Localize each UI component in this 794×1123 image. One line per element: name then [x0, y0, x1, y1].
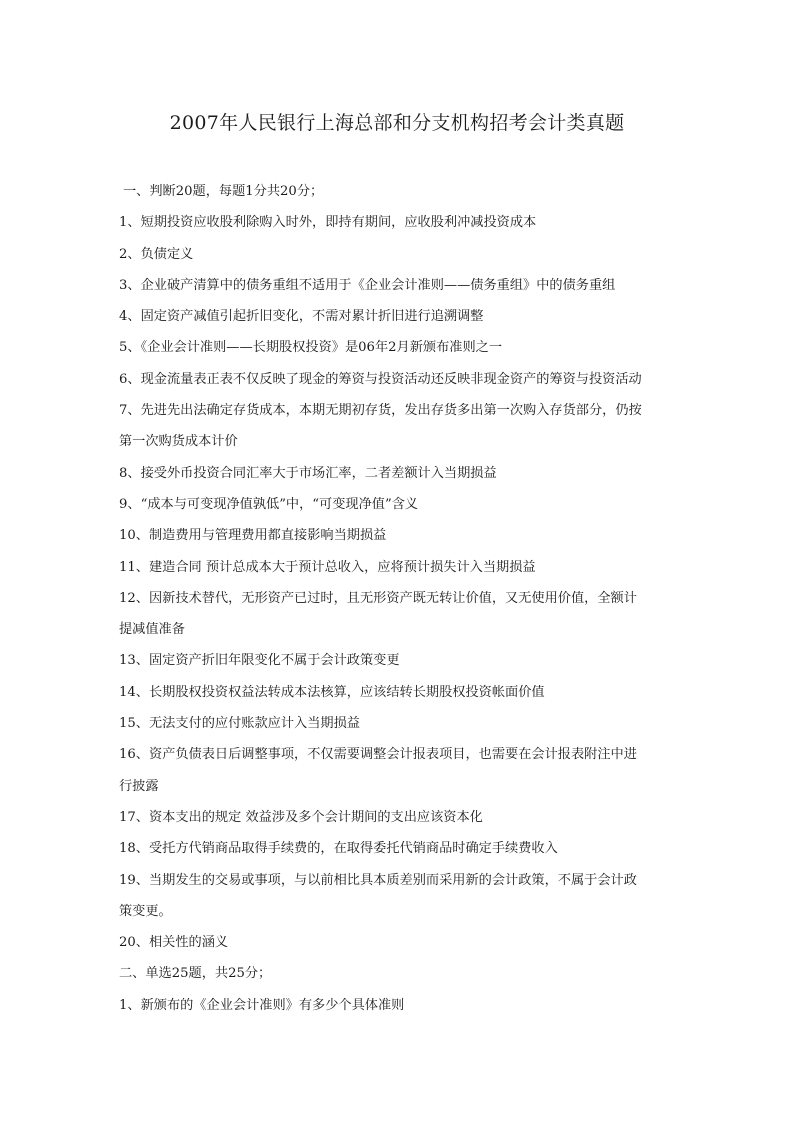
question-line: 12、因新技术替代，无形资产已过时，且无形资产既无转让价值，又无使用价值，全额计 — [119, 590, 637, 606]
question-line: 1、新颁布的《企业会计准则》有多少个具体准则 — [119, 997, 405, 1013]
question-line: 9、“成本与可变现净值孰低”中，“可变现净值”含义 — [119, 496, 419, 512]
question-line: 6、现金流量表正表不仅反映了现金的筹资与投资活动还反映非现金资产的筹资与投资活动 — [119, 371, 642, 387]
section-heading: 二、单选25题，共25分； — [119, 966, 272, 982]
question-line: 18、受托方代销商品取得手续费的，在取得委托代销商品时确定手续费收入 — [119, 841, 558, 857]
question-line: 15、无法支付的应付账款应计入当期损益 — [119, 716, 360, 732]
question-line: 19、当期发生的交易或事项，与以前相比具本质差别而采用新的会计政策，不属于会计政 — [119, 872, 637, 888]
question-line-continuation: 提减值准备 — [119, 622, 185, 638]
question-line: 11、建造合同 预计总成本大于预计总收入，应将预计损失计入当期损益 — [119, 559, 536, 575]
question-line-continuation: 策变更。 — [119, 903, 172, 919]
question-line: 16、资产负债表日后调整事项，不仅需要调整会计报表项目，也需要在会计报表附注中进 — [119, 747, 637, 763]
question-line: 4、固定资产减值引起折旧变化，不需对累计折旧进行追溯调整 — [119, 309, 484, 325]
question-line: 8、接受外币投资合同汇率大于市场汇率，二者差额计入当期损益 — [119, 465, 497, 481]
question-line: 5、《企业会计准则——长期股权投资》是06年2月新颁布准则之一 — [119, 340, 503, 356]
section-heading: 一、判断20题，每题1分共20分； — [123, 184, 324, 199]
document-body — [119, 176, 689, 1021]
question-line: 13、固定资产折旧年限变化不属于会计政策变更 — [119, 653, 400, 669]
question-line: 20、相关性的涵义 — [119, 935, 229, 951]
page-title: 2007年人民银行上海总部和分支机构招考会计类真题 — [169, 112, 625, 134]
question-line: 17、资本支出的规定 效益涉及多个会计期间的支出应该资本化 — [119, 809, 483, 825]
question-line: 3、企业破产清算中的债务重组不适用于《企业会计准则——债务重组》中的债务重组 — [119, 277, 616, 293]
question-line: 1、短期投资应收股利除购入时外，即持有期间，应收股利冲减投资成本 — [119, 215, 537, 231]
question-line-continuation: 行披露 — [119, 778, 159, 794]
question-line-continuation: 第一次购货成本计价 — [119, 434, 238, 450]
question-line: 7、先进先出法确定存货成本，本期无期初存货，发出存货多出第一次购入存货部分，仍按 — [119, 403, 642, 419]
question-line: 2、负债定义 — [119, 246, 194, 262]
question-line: 10、制造费用与管理费用都直接影响当期损益 — [119, 528, 387, 544]
question-line: 14、长期股权投资权益法转成本法核算，应该结转长期股权投资帐面价值 — [119, 684, 545, 700]
